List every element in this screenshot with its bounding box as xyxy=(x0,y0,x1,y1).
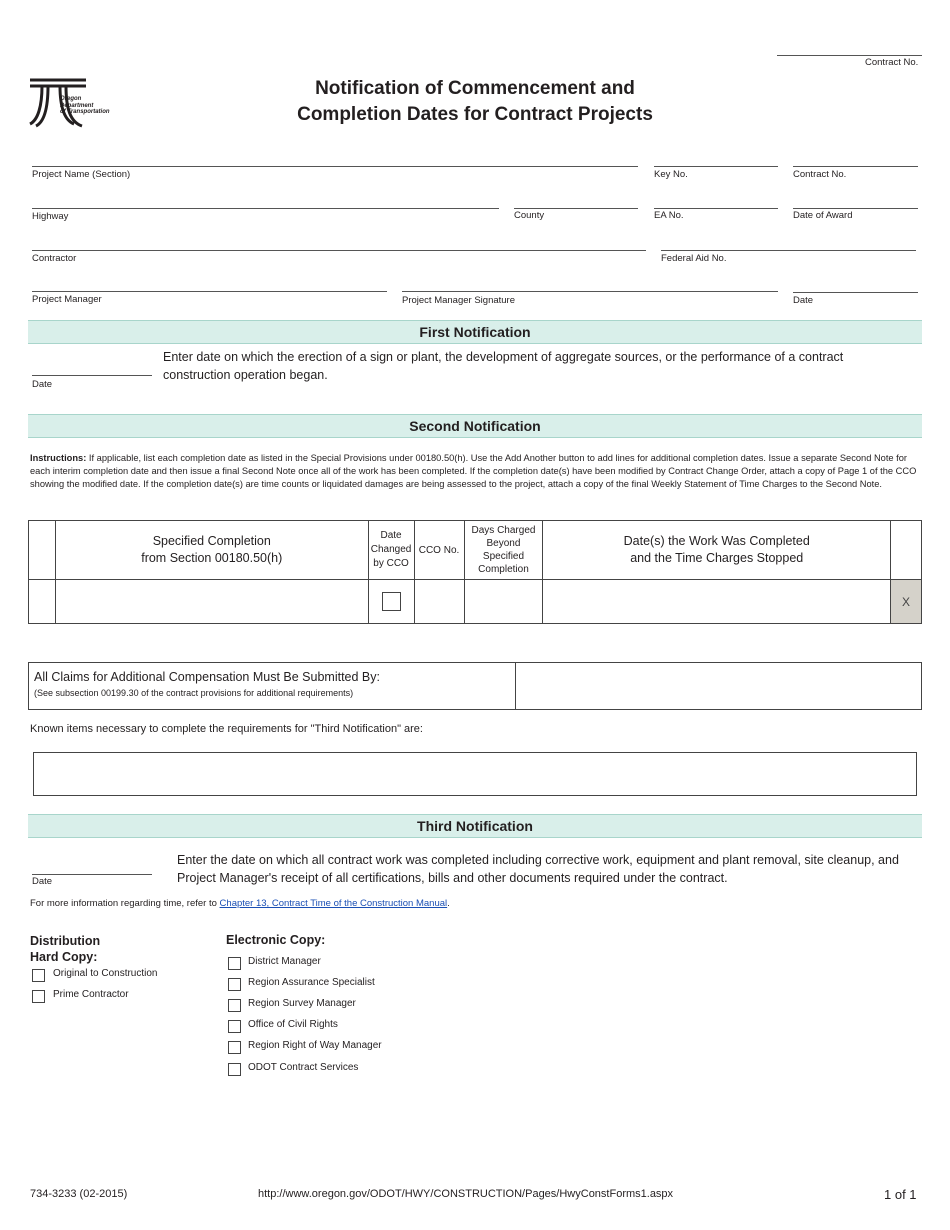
col-date-changed xyxy=(368,521,414,580)
col-specified-line2: from Section 00180.50(h) xyxy=(141,551,283,565)
hard-copy-title xyxy=(30,933,100,965)
county-field[interactable] xyxy=(514,208,638,209)
more-info-suffix: . xyxy=(447,898,450,909)
office-of-civil-rights-label: Office of Civil Rights xyxy=(248,1019,338,1030)
known-items-label: Known items necessary to complete the requirements for "Third Notification" are: xyxy=(30,723,423,735)
col-date-changed-line2: Changed xyxy=(370,544,412,555)
col-date-completed xyxy=(543,521,891,580)
first-notification-heading: First Notification xyxy=(28,320,922,344)
region-right-of-way-manager-checkbox[interactable] xyxy=(228,1041,241,1054)
logo-text-line3: of Transportation xyxy=(60,109,110,115)
second-notification-heading: Second Notification xyxy=(28,414,922,438)
page-title xyxy=(200,76,750,128)
region-right-of-way-manager-label: Region Right of Way Manager xyxy=(248,1040,382,1051)
remove-row-button[interactable]: X xyxy=(891,580,922,624)
title-line1: Notification of Commencement and xyxy=(315,78,635,99)
col-days-charged xyxy=(464,521,543,580)
district-manager-label: District Manager xyxy=(248,956,321,967)
first-notification-text: Enter date on which the erection of a sign or plant, the development of aggregate sources, or the performance of a contract construction operation began. xyxy=(163,350,844,382)
header-action-cell xyxy=(891,521,922,580)
page-number: 1 of 1 xyxy=(884,1187,917,1202)
date-of-award-field[interactable] xyxy=(793,208,918,209)
col-cco-no: CCO No. xyxy=(414,521,464,580)
hard-copy-title-line1: Distribution xyxy=(30,934,101,948)
completion-dates-table xyxy=(28,520,922,624)
prime-contractor-label: Prime Contractor xyxy=(53,989,129,1000)
col-days-line1: Days Charged xyxy=(471,525,536,536)
construction-manual-link[interactable]: Chapter 13, Contract Time of the Construction Manual xyxy=(219,898,448,909)
county-label: County xyxy=(514,210,545,221)
footer-url: http://www.oregon.gov/ODOT/HWY/CONSTRUCTION/Pages/HwyConstForms1.aspx xyxy=(258,1188,674,1200)
odot-contract-services-label: ODOT Contract Services xyxy=(248,1062,359,1073)
district-manager-checkbox[interactable] xyxy=(228,957,241,970)
project-name-field[interactable] xyxy=(32,166,638,167)
date-of-award-label: Date of Award xyxy=(793,210,853,221)
signature-date-field[interactable] xyxy=(793,292,918,293)
region-assurance-specialist-checkbox[interactable] xyxy=(228,978,241,991)
known-items-input[interactable] xyxy=(33,752,917,796)
federal-aid-no-field[interactable] xyxy=(661,250,916,251)
col-days-line3: Specified xyxy=(482,551,525,562)
highway-label: Highway xyxy=(32,211,69,222)
contract-no-field[interactable] xyxy=(793,166,918,167)
hard-copy-title-line2: Hard Copy: xyxy=(30,950,98,964)
electronic-copy-title: Electronic Copy: xyxy=(226,933,326,947)
table-row xyxy=(29,580,922,624)
pm-signature-label: Project Manager Signature xyxy=(402,295,516,306)
header-blank-cell xyxy=(29,521,56,580)
ea-no-label: EA No. xyxy=(654,210,684,221)
form-number: 734-3233 (02-2015) xyxy=(30,1188,128,1200)
third-notification-text: Enter the date on which all contract work was completed including corrective work, equipment and plant removal, site cleanup, and Project Manager's receipt of all certifications, bills and other documents required under the contract. xyxy=(177,853,899,885)
instructions-label: Instructions: xyxy=(30,453,87,463)
project-name-label: Project Name (Section) xyxy=(32,169,131,180)
region-survey-manager-label: Region Survey Manager xyxy=(248,998,356,1009)
region-assurance-specialist-label: Region Assurance Specialist xyxy=(248,977,375,988)
cco-no-input[interactable] xyxy=(414,580,464,624)
contract-no-header-label: Contract No. xyxy=(865,57,919,68)
ea-no-field[interactable] xyxy=(654,208,778,209)
third-notification-heading: Third Notification xyxy=(28,814,922,838)
original-to-construction-label: Original to Construction xyxy=(53,968,158,979)
specified-completion-input[interactable] xyxy=(55,580,368,624)
second-notification-instructions xyxy=(30,452,918,491)
original-to-construction-checkbox[interactable] xyxy=(32,969,45,982)
row-blank-cell xyxy=(29,580,56,624)
date-changed-checkbox[interactable] xyxy=(382,592,401,611)
col-days-line4: Completion xyxy=(478,564,529,575)
highway-field[interactable] xyxy=(32,208,499,209)
col-completed-line2: and the Time Charges Stopped xyxy=(630,551,804,565)
more-info-text xyxy=(30,898,450,909)
first-notification-date-label: Date xyxy=(32,379,53,390)
contractor-field[interactable] xyxy=(32,250,646,251)
date-changed-cell xyxy=(368,580,414,624)
office-of-civil-rights-checkbox[interactable] xyxy=(228,1020,241,1033)
third-notification-date-field[interactable] xyxy=(32,874,152,875)
region-survey-manager-checkbox[interactable] xyxy=(228,999,241,1012)
more-info-prefix: For more information regarding time, refer to xyxy=(30,898,220,909)
pm-signature-field[interactable] xyxy=(402,291,778,292)
odot-logo xyxy=(28,76,118,128)
first-notification-date-field[interactable] xyxy=(32,375,152,376)
claims-label: All Claims for Additional Compensation Must Be Submitted By: xyxy=(34,670,380,684)
contract-no-label: Contract No. xyxy=(793,169,847,180)
federal-aid-no-label: Federal Aid No. xyxy=(661,253,727,264)
col-specified-completion xyxy=(55,521,368,580)
project-manager-field[interactable] xyxy=(32,291,387,292)
third-notification-date-label: Date xyxy=(32,876,53,887)
claims-box xyxy=(28,662,922,710)
claims-note: (See subsection 00199.30 of the contract provisions for additional requirements) xyxy=(34,688,354,698)
col-date-changed-line3: by CCO xyxy=(373,558,409,569)
project-manager-label: Project Manager xyxy=(32,294,102,305)
prime-contractor-checkbox[interactable] xyxy=(32,990,45,1003)
days-charged-input[interactable] xyxy=(464,580,543,624)
logo-text-line1: Oregon xyxy=(60,96,82,102)
contractor-label: Contractor xyxy=(32,253,77,264)
instructions-text: If applicable, list each completion date as listed in the Special Provisions under 00180.50(h). Use the Add Another button to add lines for additional completion dates. Issue a separate Second Note for each interim completion date and then issue a final Second Note once all of the work has been completed. If the completion date(s) have been modified by Contract Change Order, attach a copy of Page 1 of the CCO showing the modified date. If the completion date(s) are time counts or liquidated damages are being assessed to the project, attach a copy of the final Weekly Statement of Time Charges to the Second Note. xyxy=(30,453,917,489)
key-no-label: Key No. xyxy=(654,169,688,180)
signature-date-label: Date xyxy=(793,295,814,306)
col-completed-line1: Date(s) the Work Was Completed xyxy=(623,534,810,548)
col-specified-line1: Specified Completion xyxy=(152,534,271,548)
logo-text-line2: Department xyxy=(60,102,94,109)
col-date-changed-line1: Date xyxy=(380,530,402,541)
title-line2: Completion Dates for Contract Projects xyxy=(297,104,653,125)
key-no-field[interactable] xyxy=(654,166,778,167)
col-days-line2: Beyond xyxy=(486,538,521,549)
claims-date-input[interactable] xyxy=(515,663,921,709)
contract-no-header-line[interactable] xyxy=(777,55,922,56)
odot-contract-services-checkbox[interactable] xyxy=(228,1063,241,1076)
table-header-row xyxy=(29,521,922,580)
date-completed-input[interactable] xyxy=(543,580,891,624)
